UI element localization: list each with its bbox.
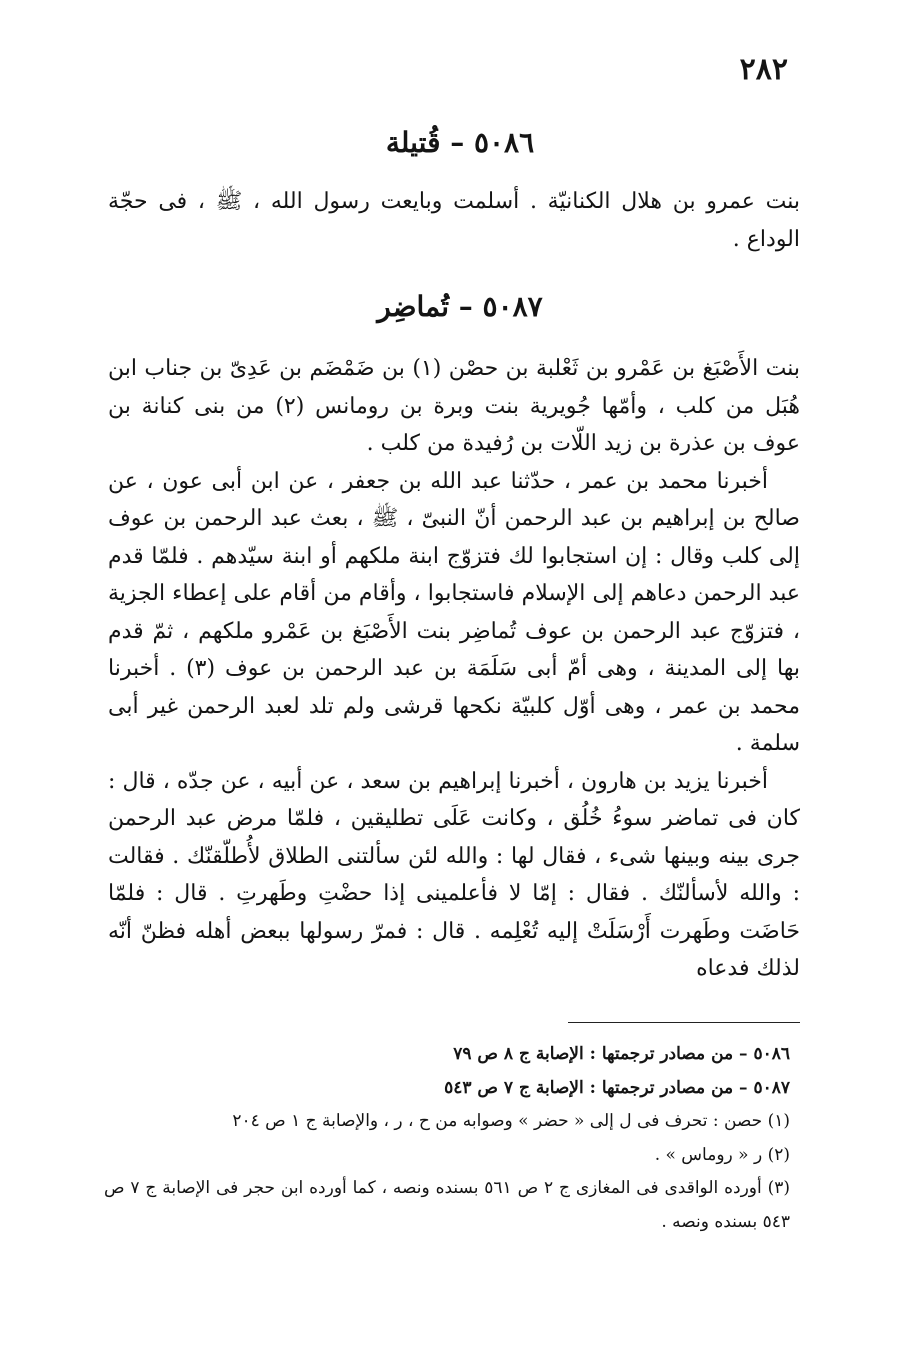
source-note: ٥٠٨٧ – من مصادر ترجمتها : الإصابة ج ٧ ص ٥٤٣ bbox=[444, 1077, 790, 1098]
paragraph: أخبرنا محمد بن عمر ، حدّثنا عبد الله بن جعفر ، عن ابن أبى عون ، عن صالح بن إبراهيم بن عبد الرحمن أنّ النبىّ ، ﷺ ، بعث عبد الرحمن بن عوف إلى كلب وقال : إن استجابوا لك فتزوّج ابنة ملكهم أو ابنة سيّدهم . فلمّا قدم عبد الرحمن دعاهم إلى الإسلام فاستجابوا ، وأقام من أقام على إعطاء الجزية ، فتزوّج عبد الرحمن بن عوف تُماضِر بنت الأَصْبَغ بن عَمْرو ملكهم ، ثمّ قدم بها إلى المدينة ، وهى أمّ أبى سَلَمَة بن عبد الرحمن بن عوف (٣) . أخبرنا محمد بن عمر ، وهى أوّل كلبيّة نكحها قرشى ولم تلد لعبد الرحمن غير أبى سلمة . bbox=[108, 468, 800, 756]
entry-title-5087: ٥٠٨٧ – تُماضِر bbox=[377, 290, 543, 323]
footnotes bbox=[104, 1038, 790, 1239]
entry-body-5086 bbox=[108, 183, 800, 258]
entry-body-5087 bbox=[108, 350, 800, 988]
footnote: (٢) ر « روماس » . bbox=[654, 1144, 790, 1165]
footnote: (١) حصن : تحرف فى ل إلى « حضر » وصوابه من ح ، ر ، والإصابة ج ١ ص ٢٠٤ bbox=[232, 1111, 790, 1131]
footnote: (٣) أورده الواقدى فى المغازى ج ٢ ص ٥٦١ بسنده ونصه ، كما أورده ابن حجر فى الإصابة ج ٧ ص ٥٤٣ بسنده ونصه . bbox=[104, 1178, 790, 1232]
footnote-divider bbox=[568, 1022, 800, 1023]
entry-title-5086: ٥٠٨٦ – قُتيلة bbox=[385, 126, 535, 159]
paragraph: بنت عمرو بن هلال الكنانيّة . أسلمت وبايعت رسول الله ، ﷺ ، فى حجّة الوداع . bbox=[108, 189, 800, 252]
paragraph: بنت الأَصْبَغ بن عَمْرو بن ثَعْلبة بن حصْن (١) بن ضَمْضَم بن عَدِىّ بن جناب ابن هُبَل من كلب ، وأمّها جُويرية بنت وبرة بن رومانس (٢) من بنى كنانة بن عوف بن عذرة بن زيد اللّات بن رُفيدة من كلب . bbox=[108, 356, 800, 456]
paragraph: أخبرنا يزيد بن هارون ، أخبرنا إبراهيم بن سعد ، عن أبيه ، عن جدّه ، قال : كان فى تماضر سوءُ خُلُق ، وكانت عَلَى تطليقين ، فلمّا مرض عبد الرحمن جرى بينه وبينها شىء ، فقال لها : والله لئن سألتنى الطلاق لأُطلّقنّك . فقالت : والله لأسألنّك . فقال : إمّا لا فأعلمينى إذا حضْتِ وطَهرتِ . قال : فلمّا حَاضَت وطَهرت أَرْسَلَتْ إليه تُعْلِمه . قال : فمرّ رسولها ببعض أهله فظنّ أنّه لذلك فدعاه bbox=[108, 768, 800, 981]
source-note: ٥٠٨٦ – من مصادر ترجمتها : الإصابة ج ٨ ص ٧٩ bbox=[453, 1044, 790, 1064]
page-number: ٢٨٢ bbox=[739, 52, 788, 87]
